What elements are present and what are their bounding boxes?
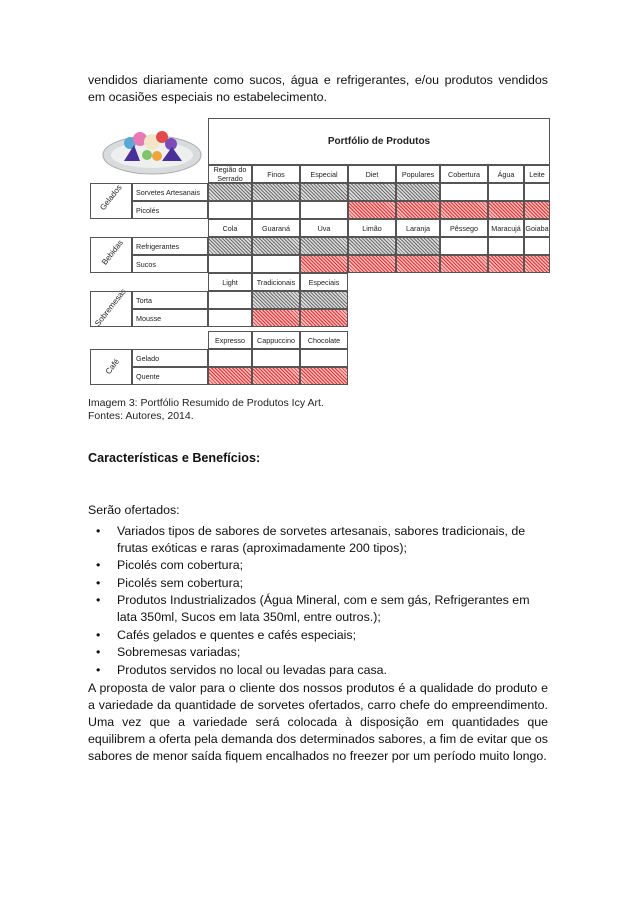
row-label-picoles: Picolés [132,201,208,219]
cell [348,201,396,219]
cell [208,201,252,219]
bullet-icon: • [96,524,101,538]
row-label-refrigerantes: Refrigerantes [132,237,208,255]
cell [396,255,440,273]
bullet-icon: • [96,593,101,608]
cell [440,255,488,273]
cell [300,201,348,219]
header-maracuja: Maracujá [488,219,524,237]
group-label-cafe: Café [103,357,122,376]
cell [440,201,488,219]
cell [252,291,300,309]
list-item: • Variados tipos de sabores de sorvetes artesanais, sabores tradicionais, de frutas exóticas e raras (aproximadamente 200 tipos); [96,524,526,555]
cell [396,183,440,201]
header-cola: Cola [208,219,252,237]
group-label-bebidas: Bebidas [100,238,125,267]
cell [300,291,348,309]
header-cappuccino: Cappuccino [252,331,300,349]
cell [252,309,300,327]
cell [396,237,440,255]
header-pessego: Pêssego [440,219,488,237]
cell [300,255,348,273]
list-item: • Cafés gelados e quentes e cafés especiais; [96,627,357,642]
row-label-gelado: Gelado [132,349,208,367]
cell [252,349,300,367]
cell [488,183,524,201]
header-expresso: Expresso [208,331,252,349]
row-label-sorvetes: Sorvetes Artesanais [132,183,208,201]
cell [208,349,252,367]
group-label-gelados: Gelados [98,182,124,213]
caption-line: Imagem 3: Portfólio Resumido de Produtos Icy Art. [88,397,324,409]
cell [300,367,348,385]
header-agua: Água [488,165,524,183]
list-item: • Produtos Industrializados (Água Mineral, com e sem gás, Refrigerantes em lata 350ml, Sucos em lata 350ml, entre outros.); [96,593,530,624]
group-bracket-gelados [90,183,132,219]
cell [300,349,348,367]
caption-source: Fontes: Autores, 2014. [88,410,194,422]
cell [208,367,252,385]
header-tradicionais: Tradicionais [252,273,300,291]
intro-paragraph: vendidos diariamente como sucos, água e refrigerantes, e/ou produtos vendidos em ocasiões especiais no estabelecimento. [88,73,548,104]
header-finos: Finos [252,165,300,183]
row-label-torta: Torta [132,291,208,309]
cell [300,237,348,255]
cell [524,201,550,219]
cell [488,237,524,255]
cell [252,237,300,255]
cell [524,255,550,273]
row-label-sucos: Sucos [132,255,208,273]
cell [440,237,488,255]
figure-caption [88,397,324,423]
cell [252,367,300,385]
list-item: • Picolés sem cobertura; [96,575,244,590]
cell [348,237,396,255]
row-label-quente: Quente [132,367,208,385]
header-populares: Populares [396,165,440,183]
header-limao: Limão [348,219,396,237]
offered-label: Serão ofertados: [88,503,180,517]
cell [252,201,300,219]
portfolio-table [90,118,550,386]
header-guarana: Guaraná [252,219,300,237]
cell [524,237,550,255]
bullet-icon: • [96,575,101,590]
cell [252,183,300,201]
group-bracket-sobremesas [90,291,132,327]
header-goiaba: Goiaba [524,219,550,237]
group-bracket-cafe [90,349,132,385]
header-cobertura: Cobertura [440,165,488,183]
list-item: • Picolés com cobertura; [96,558,244,573]
cell [396,201,440,219]
cell [488,201,524,219]
bullet-icon: • [96,558,101,573]
cell [300,183,348,201]
header-light: Light [208,273,252,291]
cell [208,183,252,201]
cell [208,255,252,273]
group-bracket-bebidas [90,237,132,273]
icy-art-logo-image [100,125,204,177]
cell [524,183,550,201]
header-especial: Especial [300,165,348,183]
row-label-mousse: Mousse [132,309,208,327]
bullet-icon: • [96,627,101,642]
section-heading: Características e Benefícios: [88,451,261,465]
value-proposition-paragraph: A proposta de valor para o cliente dos nossos produtos é a qualidade do produto e a variedade da quantidade de sorvetes ofertados, carro chefe do empreendimento. Uma vez que a variedade será colocada à disposição em quantidades que equilibrem a oferta pela demanda dos determinados sabores, a fim de evitar que os sabores de menor saída fiquem encalhados no freezer por um período muito longo. [88,681,548,763]
header-uva: Uva [300,219,348,237]
table-title: Portfólio de Produtos [208,118,550,165]
header-regiao-cerrado: Região do Serrado [208,165,252,183]
list-item: • Sobremesas variadas; [96,645,241,660]
cell [488,255,524,273]
cell [208,309,252,327]
group-label-sobremesas: Sobremesas [93,287,128,328]
cell [348,255,396,273]
header-chocolate: Chocolate [300,331,348,349]
header-leite: Leite [524,165,550,183]
list-item: • Produtos servidos no local ou levadas para casa. [96,662,387,677]
cell [252,255,300,273]
cell [440,183,488,201]
bullet-icon: • [96,645,101,660]
header-diet: Diet [348,165,396,183]
header-laranja: Laranja [396,219,440,237]
cell [300,309,348,327]
cell [208,237,252,255]
cell [208,291,252,309]
bullet-icon: • [96,662,101,677]
header-especiais: Especiais [300,273,348,291]
offered-list [88,523,548,679]
cell [348,183,396,201]
